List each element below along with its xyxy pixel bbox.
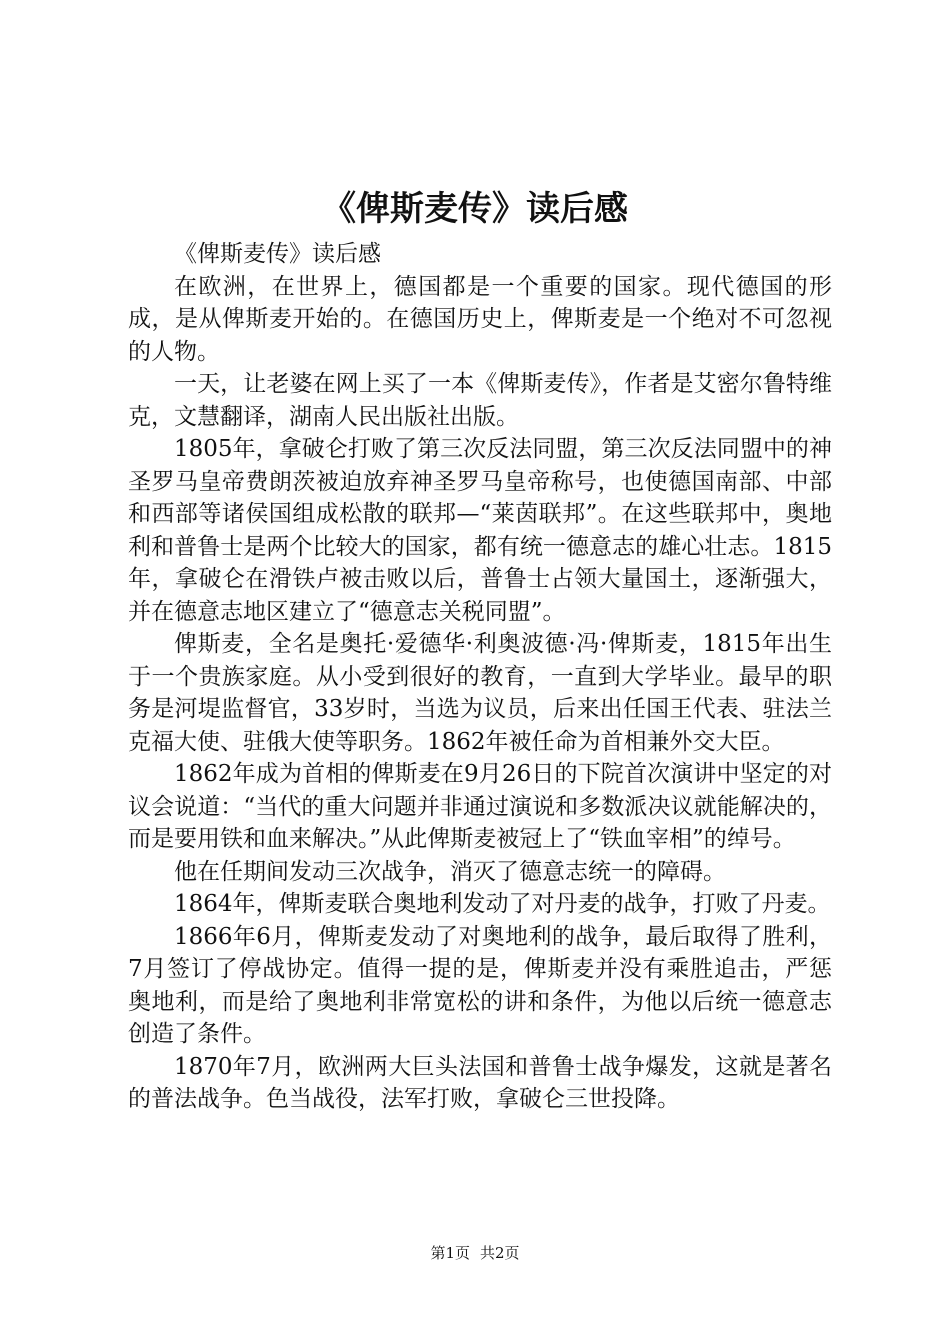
document-body	[128, 238, 832, 1116]
paragraph: 在欧洲，在世界上，德国都是一个重要的国家。现代德国的形成，是从俾斯麦开始的。在德国历史上，俾斯麦是一个绝对不可忽视的人物。	[128, 273, 832, 365]
page-total: 共2页	[480, 1244, 520, 1262]
document-title: 《俾斯麦传》读后感	[322, 189, 628, 229]
page-number: 第1页	[430, 1244, 470, 1262]
paragraph: 1805年，拿破仑打败了第三次反法同盟，第三次反法同盟中的神圣罗马皇帝费朗茨被迫放弃神圣罗马皇帝称号，也使德国南部、中部和西部等诸侯国组成松散的联邦—“莱茵联邦”。在这些联邦中，奥地利和普鲁士是两个比较大的国家，都有统一德意志的雄心壮志。1815年，拿破仑在滑铁卢被击败以后，普鲁士占领大量国土，逐渐强大，并在德意志地区建立了“德意志关税同盟”。	[128, 436, 832, 625]
paragraph: 一天，让老婆在网上买了一本《俾斯麦传》，作者是艾密尔鲁特维克，文慧翻译，湖南人民出版社出版。	[128, 371, 832, 430]
paragraph: 1870年7月，欧洲两大巨头法国和普鲁士战争爆发，这就是著名的普法战争。色当战役，法军打败，拿破仑三世投降。	[128, 1053, 832, 1112]
paragraph: 1864年，俾斯麦联合奥地利发动了对丹麦的战争，打败了丹麦。	[174, 891, 831, 917]
paragraph: 他在任期间发动三次战争，消灭了德意志统一的障碍。	[174, 858, 726, 885]
page-footer	[0, 1243, 950, 1263]
paragraph: 《俾斯麦传》读后感	[174, 241, 381, 267]
paragraph: 1862年成为首相的俾斯麦在9月26日的下院首次演讲中坚定的对议会说道：“当代的重大问题并非通过演说和多数派决议就能解决的，而是要用铁和血来解决。”从此俾斯麦被冠上了“铁血宰相”的绰号。	[128, 761, 832, 852]
paragraph: 1866年6月，俾斯麦发动了对奥地利的战争，最后取得了胜利，7月签订了停战协定。值得一提的是，俾斯麦并没有乘胜追击，严惩奥地利，而是给了奥地利非常宽松的讲和条件，为他以后统一德意志创造了条件。	[128, 923, 832, 1047]
paragraph: 俾斯麦，全名是奥托·爱德华·利奥波德·冯·俾斯麦，1815年出生于一个贵族家庭。从小受到很好的教育，一直到大学毕业。最早的职务是河堤监督官，33岁时，当选为议员，后来出任国王代表、驻法兰克福大使、驻俄大使等职务。1862年被任命为首相兼外交大臣。	[128, 631, 832, 755]
